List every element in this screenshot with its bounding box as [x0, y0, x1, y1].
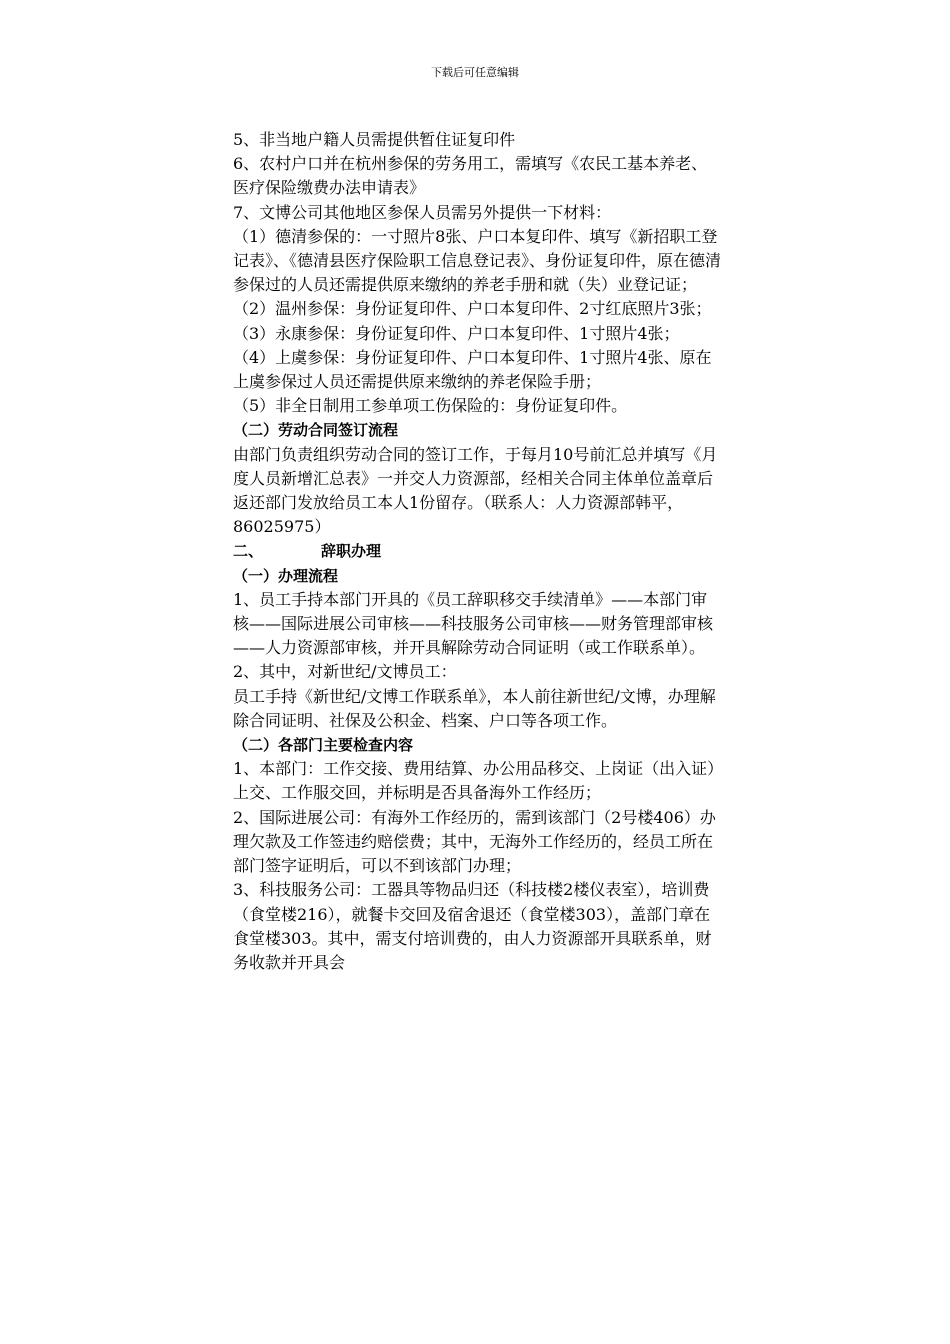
body-paragraph: 由部门负责组织劳动合同的签订工作，于每月10号前汇总并填写《月度人员新增汇总表》一并交人力资源部，经相关合同主体单位盖章后返还部门发放给员工本人1份留存。（联系人：人力资源部韩平，86025975）	[233, 444, 718, 537]
body-paragraph: 2、其中，对新世纪/文博员工：	[233, 662, 457, 682]
body-paragraph: 6、农村户口并在杭州参保的劳务用工，需填写《农民工基本养老、医疗保险缴费办法申请表》	[233, 154, 708, 198]
body-paragraph: 1、本部门：工作交接、费用结算、办公用品移交、上岗证（出入证）上交、工作服交回，并标明是否具备海外工作经历；	[233, 759, 716, 803]
page-header-note: 下载后可任意编辑	[431, 66, 519, 79]
section-heading: （一）办理流程	[233, 566, 339, 585]
body-paragraph: 3、科技服务公司：工器具等物品归还（科技楼2楼仪表室），培训费（食堂楼216），就餐卡交回及宿舍退还（食堂楼303），盖部门章在食堂楼303。其中，需支付培训费的，由人力资源部开具联系单，财务收款并开具会	[233, 880, 712, 972]
section-number: 二、	[233, 542, 264, 561]
body-paragraph: 7、文博公司其他地区参保人员需另外提供一下材料：	[233, 202, 612, 222]
body-paragraph: 2、国际进展公司：有海外工作经历的，需到该部门（2号楼406）办理欠款及工作签违约赔偿费；其中，无海外工作经历的，经员工所在部门签字证明后，可以不到该部门办理；	[233, 807, 716, 876]
body-paragraph: 1、员工手持本部门开具的《员工辞职移交手续清单》——本部门审核——国际进展公司审核——科技服务公司审核——财务管理部审核——人力资源部审核，并开具解除劳动合同证明（或工作联系单）。	[233, 589, 714, 658]
body-paragraph: （1）德清参保的：一寸照片8张、户口本复印件、填写《新招职工登记表》、《德清县医疗保险职工信息登记表》、身份证复印件，原在德清参保过的人员还需提供原来缴纳的养老手册和就（失）业登记证；	[233, 226, 722, 295]
body-paragraph: 5、非当地户籍人员需提供暂住证复印件	[233, 130, 516, 149]
body-paragraph: （4）上虞参保：身份证复印件、户口本复印件、1寸照片4张、原在上虞参保过人员还需提供原来缴纳的养老保险手册；	[233, 347, 712, 392]
section-heading	[233, 539, 723, 563]
document-body	[233, 128, 723, 975]
body-paragraph: （3）永康参保：身份证复印件、户口本复印件、1寸照片4张；	[233, 323, 680, 343]
body-paragraph: （5）非全日制用工参单项工伤保险的：身份证复印件。	[233, 396, 628, 416]
body-paragraph: （2）温州参保：身份证复印件、户口本复印件、2寸红底照片3张；	[233, 299, 712, 319]
section-heading: （二）劳动合同签订流程	[233, 421, 399, 440]
body-paragraph: 员工手持《新世纪/文博工作联系单》，本人前往新世纪/文博，办理解除合同证明、社保及公积金、档案、户口等各项工作。	[233, 686, 716, 730]
section-heading: （二）各部门主要检查内容	[233, 736, 414, 755]
section-title: 辞职办理	[321, 542, 382, 561]
